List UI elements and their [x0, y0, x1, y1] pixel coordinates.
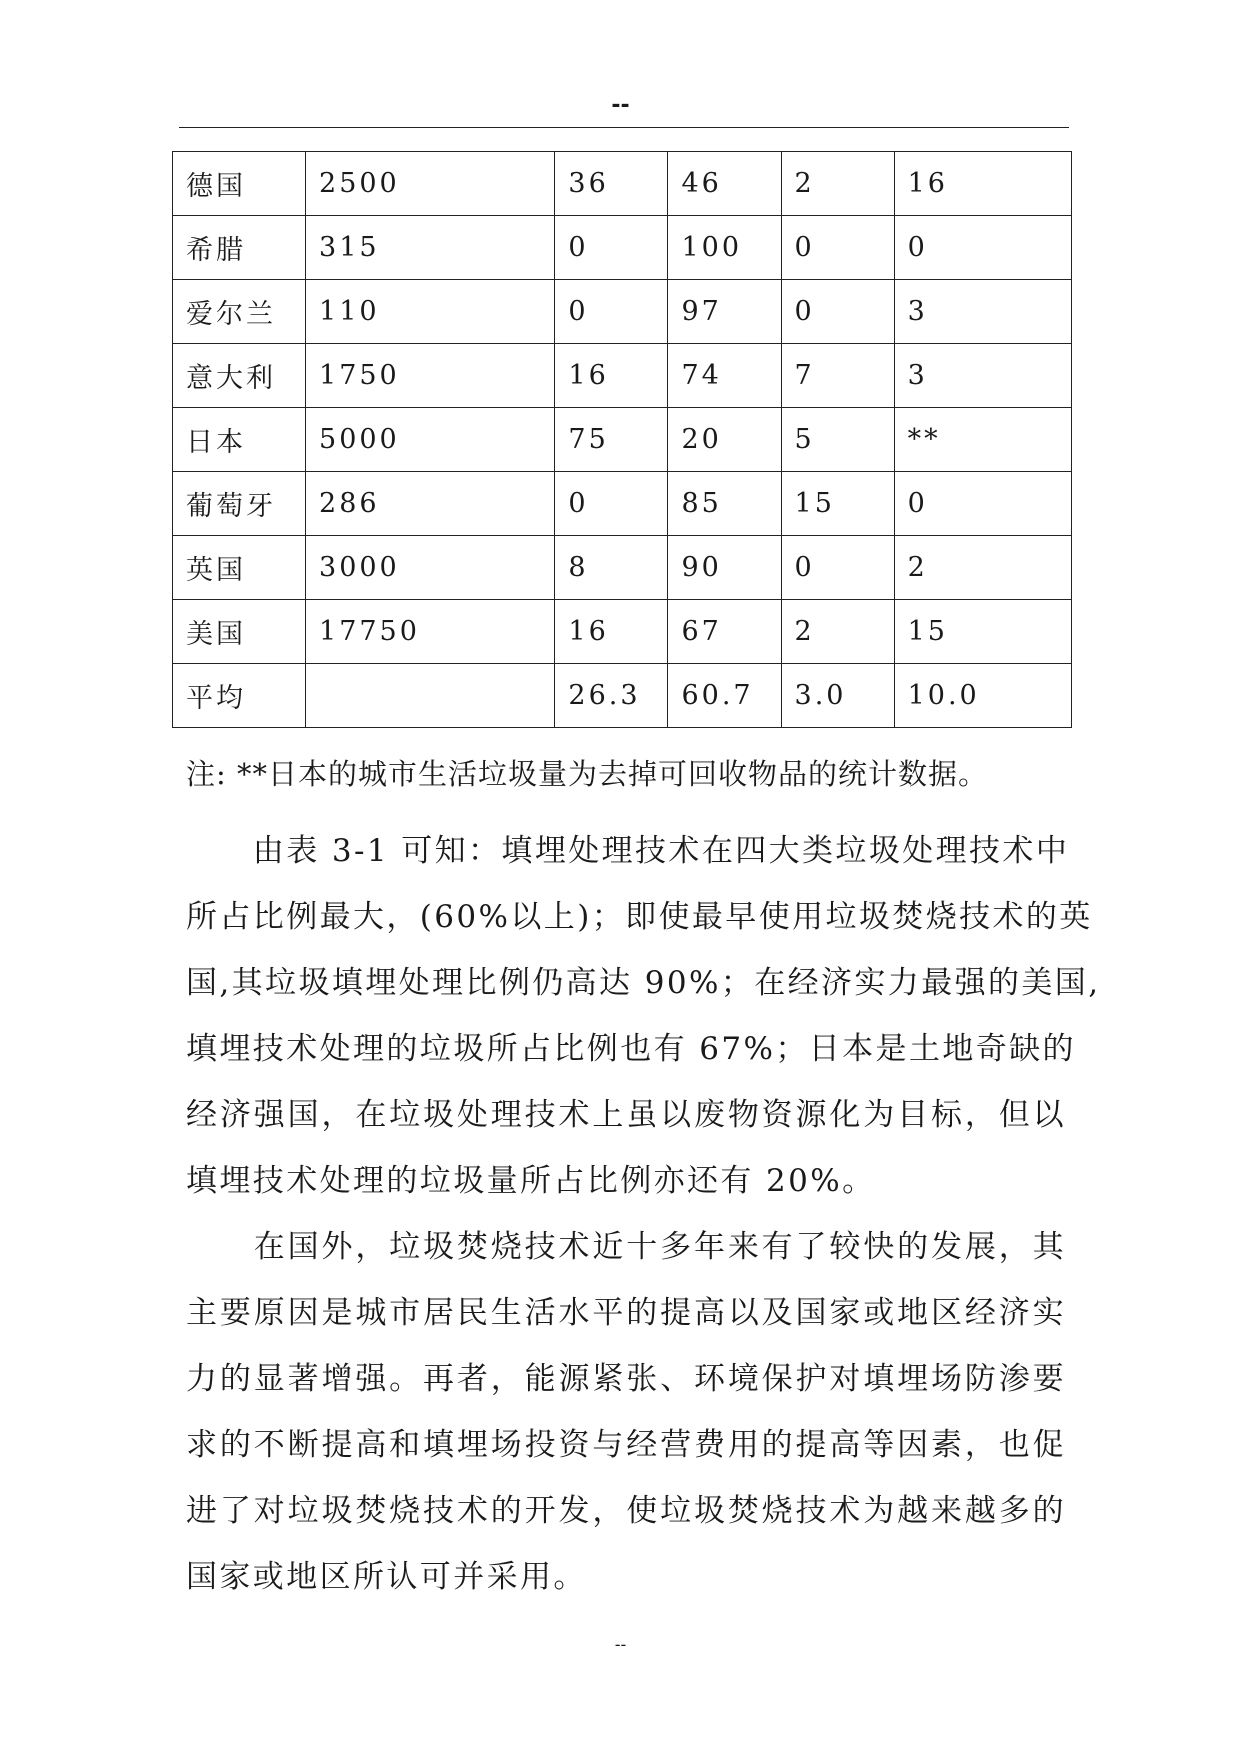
paragraph-line: 进了对垃圾焚烧技术的开发，使垃圾焚烧技术为越来越多的	[186, 1493, 1066, 1529]
table-cell: 110	[306, 280, 555, 344]
table-cell: 67	[668, 600, 781, 664]
paragraph-line: 所占比例最大，(60%以上)；即使最早使用垃圾焚烧技术的英	[186, 899, 1093, 935]
table-cell: 20	[668, 408, 781, 472]
table-cell: 0	[781, 280, 894, 344]
table-row	[173, 600, 1072, 664]
table-row	[173, 536, 1072, 600]
table-cell: 315	[306, 216, 555, 280]
header-rule	[179, 127, 1069, 128]
table-cell: 75	[555, 408, 668, 472]
table-cell: 60.7	[668, 664, 781, 728]
body-paragraph-landfill	[186, 818, 1101, 1214]
table-row-average	[173, 664, 1072, 728]
paragraph-line: 由表 3-1 可知：填埋处理技术在四大类垃圾处理技术中	[186, 833, 1070, 869]
table-cell: 90	[668, 536, 781, 600]
table-cell: 0	[555, 280, 668, 344]
table-cell: 16	[555, 344, 668, 408]
table-cell: 美国	[173, 600, 306, 664]
paragraph-line: 填埋技术处理的垃圾所占比例也有 67%；日本是土地奇缺的	[186, 1031, 1076, 1067]
table-cell: 5	[781, 408, 894, 472]
table-row	[173, 344, 1072, 408]
table-cell: 平均	[173, 664, 306, 728]
table-row	[173, 408, 1072, 472]
page-footer-mark: --	[614, 1635, 627, 1654]
table-cell: 1750	[306, 344, 555, 408]
table-cell: 2	[894, 536, 1071, 600]
table-cell: **	[894, 408, 1071, 472]
table-cell: 286	[306, 472, 555, 536]
table-cell: 3	[894, 280, 1071, 344]
table-cell: 16	[894, 152, 1071, 216]
page-header-mark: --	[611, 93, 630, 118]
table-cell: 16	[555, 600, 668, 664]
table-cell: 15	[894, 600, 1071, 664]
table-cell: 97	[668, 280, 781, 344]
table-row	[173, 280, 1072, 344]
table-cell: 2	[781, 600, 894, 664]
table-cell: 英国	[173, 536, 306, 600]
table-cell	[306, 664, 555, 728]
table-cell: 日本	[173, 408, 306, 472]
table-cell: 3.0	[781, 664, 894, 728]
table-cell: 0	[555, 472, 668, 536]
table-cell: 0	[894, 472, 1071, 536]
table-cell: 15	[781, 472, 894, 536]
table-cell: 爱尔兰	[173, 280, 306, 344]
table-cell: 德国	[173, 152, 306, 216]
table-row	[173, 472, 1072, 536]
body-paragraph-incineration	[186, 1214, 1066, 1610]
table-cell: 2	[781, 152, 894, 216]
table-cell: 3000	[306, 536, 555, 600]
table-note: 注: **日本的城市生活垃圾量为去掉可回收物品的统计数据。	[186, 757, 988, 791]
paragraph-line: 填埋技术处理的垃圾量所占比例亦还有 20%。	[186, 1163, 876, 1199]
table-cell: 85	[668, 472, 781, 536]
table-cell: 0	[555, 216, 668, 280]
table-cell: 意大利	[173, 344, 306, 408]
table-cell: 5000	[306, 408, 555, 472]
table-cell: 7	[781, 344, 894, 408]
table-cell: 74	[668, 344, 781, 408]
table-cell: 0	[781, 536, 894, 600]
paragraph-line: 国家或地区所认可并采用。	[186, 1559, 587, 1595]
table-cell: 2500	[306, 152, 555, 216]
paragraph-line: 在国外，垃圾焚烧技术近十多年来有了较快的发展，其	[186, 1229, 1066, 1265]
table-cell: 36	[555, 152, 668, 216]
statistics-table	[172, 151, 1072, 728]
table-cell: 8	[555, 536, 668, 600]
table-cell: 0	[894, 216, 1071, 280]
table-cell: 葡萄牙	[173, 472, 306, 536]
paragraph-line: 国,其垃圾填埋处理比例仍高达 90%；在经济实力最强的美国,	[186, 965, 1101, 1001]
table-cell: 3	[894, 344, 1071, 408]
table-cell: 希腊	[173, 216, 306, 280]
table-body	[173, 152, 1072, 728]
table-cell: 26.3	[555, 664, 668, 728]
paragraph-line: 经济强国，在垃圾处理技术上虽以废物资源化为目标，但以	[186, 1097, 1066, 1133]
table-row	[173, 152, 1072, 216]
table-cell: 46	[668, 152, 781, 216]
table-cell: 17750	[306, 600, 555, 664]
table-cell: 10.0	[894, 664, 1071, 728]
table-cell: 0	[781, 216, 894, 280]
paragraph-line: 主要原因是城市居民生活水平的提高以及国家或地区经济实	[186, 1295, 1066, 1331]
table-row	[173, 216, 1072, 280]
paragraph-line: 力的显著增强。再者，能源紧张、环境保护对填埋场防渗要	[186, 1361, 1066, 1397]
paragraph-line: 求的不断提高和填埋场投资与经营费用的提高等因素，也促	[186, 1427, 1066, 1463]
table-cell: 100	[668, 216, 781, 280]
